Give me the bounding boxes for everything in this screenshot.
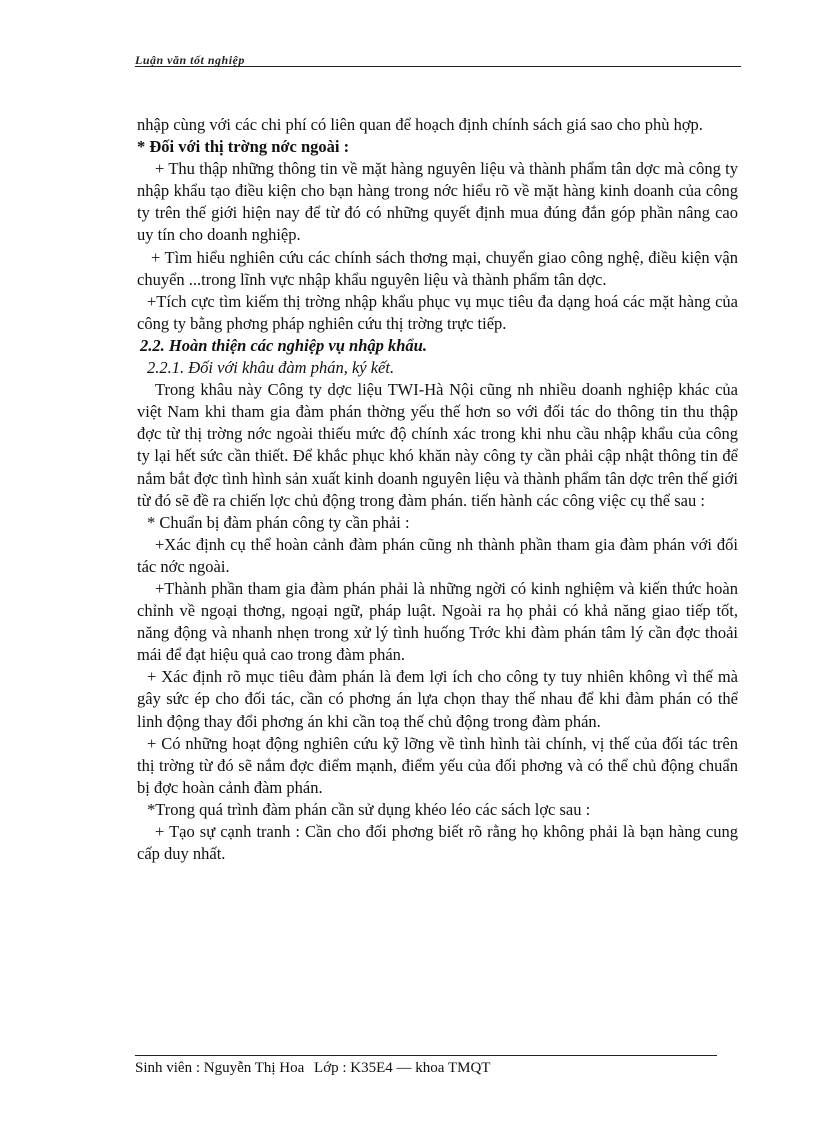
section-heading-foreign-market: * Đối với thị trờng nớc ngoài :	[137, 137, 350, 157]
paragraph: +Thành phần tham gia đàm phán phải là những ngời có kinh nghiệm và kiến thức hoàn chỉnh về ngoại thơng, ngoại ngữ, pháp luật. Ngoài ra họ phải có khả năng giao tiếp tốt, năng động và nhanh nhẹn trong xử lý tình huống Trớc khi đàm phán tâm lý cần đợc thoải mái để đạt hiệu quả cao trong đàm phán.	[137, 578, 738, 665]
footer-student: Sinh viên : Nguyễn Thị Hoa	[135, 1060, 305, 1076]
paragraph: + Tìm hiểu nghiên cứu các chính sách thơng mại, chuyển giao công nghệ, điều kiện vận chuyển ...trong lĩnh vực nhập khẩu nguyên liệu và thành phẩm tân dợc.	[137, 247, 738, 289]
paragraph: + Thu thập những thông tin về mặt hàng nguyên liệu và thành phẩm tân dợc mà công ty nhập khẩu tạo điều kiện cho bạn hàng trong nớc hiểu rõ về mặt hàng kinh doanh của công ty trên thế giới hiện nay để từ đó có những quyết định mua đúng đắn góp phần nâng cao uy tín cho doanh nghiệp.	[137, 159, 738, 245]
paragraph: + Tạo sự cạnh tranh : Cần cho đối phơng biết rõ rằng họ không phải là bạn hàng cung cấp duy nhất.	[137, 822, 738, 864]
footer-divider	[135, 1055, 717, 1056]
page-header	[135, 52, 741, 67]
paragraph: + Xác định rõ mục tiêu đàm phán là đem lợi ích cho công ty tuy nhiên không vì thế mà gây sức ép cho đối tác, cần có phơng án lựa chọn thay thế nhau để khi đàm phán có thể linh động thay đổi phơng án khi cần toạ thế chủ động trong đàm phán.	[137, 667, 738, 731]
paragraph: Trong khâu này Công ty dợc liệu TWI-Hà Nội cũng nh nhiều doanh nghiệp khác của việt Nam khi tham gia đàm phán thờng yếu thế hơn so với đối tác do thông tin thu thập đợc từ thị trờng nớc ngoài thiếu mức độ chính xác trong khi nhu cầu nhập khẩu của công ty lại hết sức cần thiết. Để khắc phục khó khăn này công ty cần phải cập nhật thông tin để nắm bắt đợc tình hình sản xuất kinh doanh nguyên liệu và thành phẩm tân dợc trên thế giới từ đó sẽ đề ra chiến lợc chủ động trong đàm phán. tiến hành các công việc cụ thể sau :	[137, 380, 738, 510]
header-title: Luận văn tốt nghiệp	[135, 53, 245, 67]
subsection-heading-2-2-1: 2.2.1. Đối với khâu đàm phán, ký kết.	[147, 358, 395, 378]
section-heading-2-2: 2.2. Hoàn thiện các nghiệp vụ nhập khẩu.	[140, 335, 427, 355]
page-footer	[135, 1060, 496, 1077]
paragraph: +Xác định cụ thể hoàn cảnh đàm phán cũng nh thành phần tham gia đàm phán với đối tác nớc ngoài.	[137, 534, 738, 576]
paragraph: *Trong quá trình đàm phán cần sử dụng khéo léo các sách lợc sau :	[147, 799, 591, 819]
paragraph: * Chuẩn bị đàm phán công ty cần phải :	[147, 512, 410, 532]
paragraph: + Có những hoạt động nghiên cứu kỹ lỡng về tình hình tài chính, vị thế của đối tác trên thị trờng từ đó sẽ nắm đợc điểm mạnh, điểm yếu của đối phơng và có thể chủ động chuẩn bị đợc hoàn cảnh đàm phán.	[137, 733, 738, 797]
footer-class: Lớp : K35E4 — khoa TMQT	[314, 1060, 491, 1076]
paragraph: nhập cùng với các chi phí có liên quan để hoạch định chính sách giá sao cho phù hợp.	[137, 115, 703, 134]
document-body	[137, 114, 738, 865]
paragraph: +Tích cực tìm kiếm thị trờng nhập khẩu phục vụ mục tiêu đa dạng hoá các mặt hàng của công ty bằng phơng pháp nghiên cứu thị trờng trực tiếp.	[137, 291, 738, 333]
